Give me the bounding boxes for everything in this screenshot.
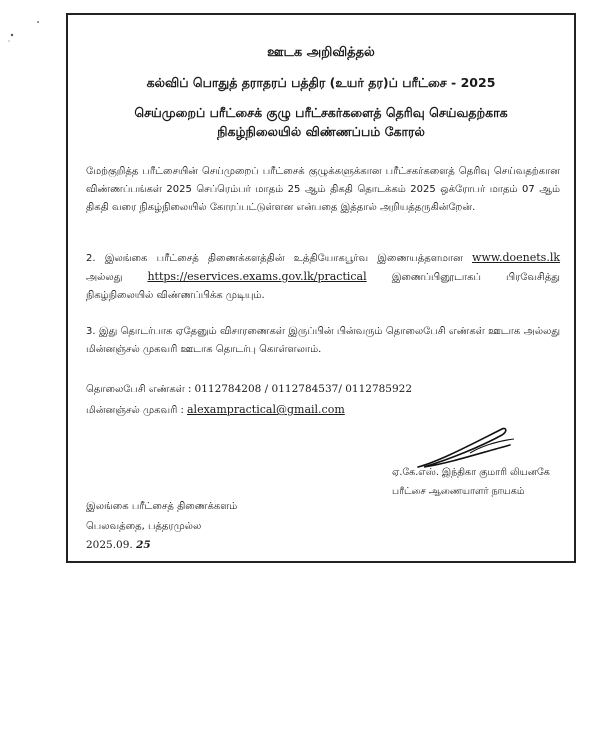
paragraph-1: மேற்குறித்த பரீட்சையின் செய்முறைப் பரீட்சைக் குழுக்களுக்கான பரீட்சகர்களைத் தெரிவு செய்வதற்கான விண்ணப்பங்கள் 2025 செப்ரெம்பர் மாதம் 25 ஆம் திகதி தொடக்கம் 2025 ஒக்ரோபர் மாதம் 07 ஆம் திகதி வரை நிகழ்நிலையில் கோரப்பட்டுள்ளன என்பதை இத்தால் அறியத்தருகின்றேன். [86, 166, 560, 213]
office-address: பெலவத்தை, பத்தரமுல்ல [86, 521, 202, 532]
signatory-name: ஏ.கே.எஸ். இந்திகா குமாரி லியனகே [392, 467, 550, 478]
notice-date [86, 539, 151, 551]
scan-specks [0, 0, 60, 60]
date-handwritten: 25 [136, 539, 151, 551]
email-label: மின்னஞ்சல் முகவரி : [86, 405, 184, 416]
notice-title: ஊடக அறிவித்தல் [267, 45, 375, 60]
email-line [86, 403, 345, 417]
phone-line [86, 383, 412, 396]
paragraph-2-lead: 2. இலங்கை பரீட்சைத் திணைக்களத்தின் உத்தியோகபூர்வ இணையத்தளமான [86, 253, 463, 264]
phone-label: தொலைபேசி எண்கள் : [86, 384, 192, 395]
paragraph-3: 3. இது தொடர்பாக ஏதேனும் விசாரணைகள் இருப்பின் பின்வரும் தொலைபேசி எண்கள் ஊடாக அல்லது மின்னஞ்சல் முகவரி ஊடாக தொடர்பு கொள்ளலாம். [86, 326, 560, 355]
exam-title: கல்விப் பொதுத் தராதரப் பத்திர (உயர் தர)ப் பரீட்சை - 2025 [146, 75, 496, 90]
signatory-title: பரீட்சை ஆணையாளர் நாயகம் [392, 486, 525, 497]
email-link[interactable]: alexampractical@gmail.com [187, 403, 345, 416]
date-printed: 2025.09. [86, 539, 133, 551]
department-name: இலங்கை பரீட்சைத் திணைக்களம் [86, 501, 238, 512]
paragraph-2-tail: இணைப்பினூடாகப் பிரவேசித்து நிகழ்நிலையில் விண்ணப்பிக்க முடியும். [86, 272, 560, 301]
phone-numbers: 0112784208 / 0112784537/ 0112785922 [194, 383, 413, 395]
subject-line-1: செய்முறைப் பரீட்சைக் குழு பரீட்சகர்களைத் தெரிவு செய்வதற்காக [134, 105, 508, 120]
portal-link[interactable]: https://eservices.exams.gov.lk/practical [147, 270, 367, 283]
subject-line-2: நிகழ்நிலையில் விண்ணப்பம் கோரல் [217, 124, 425, 139]
paragraph-2-connector: அல்லது [86, 272, 123, 283]
paragraph-2 [86, 249, 560, 305]
notice-frame [66, 13, 576, 563]
website-link[interactable]: www.doenets.lk [472, 251, 560, 264]
